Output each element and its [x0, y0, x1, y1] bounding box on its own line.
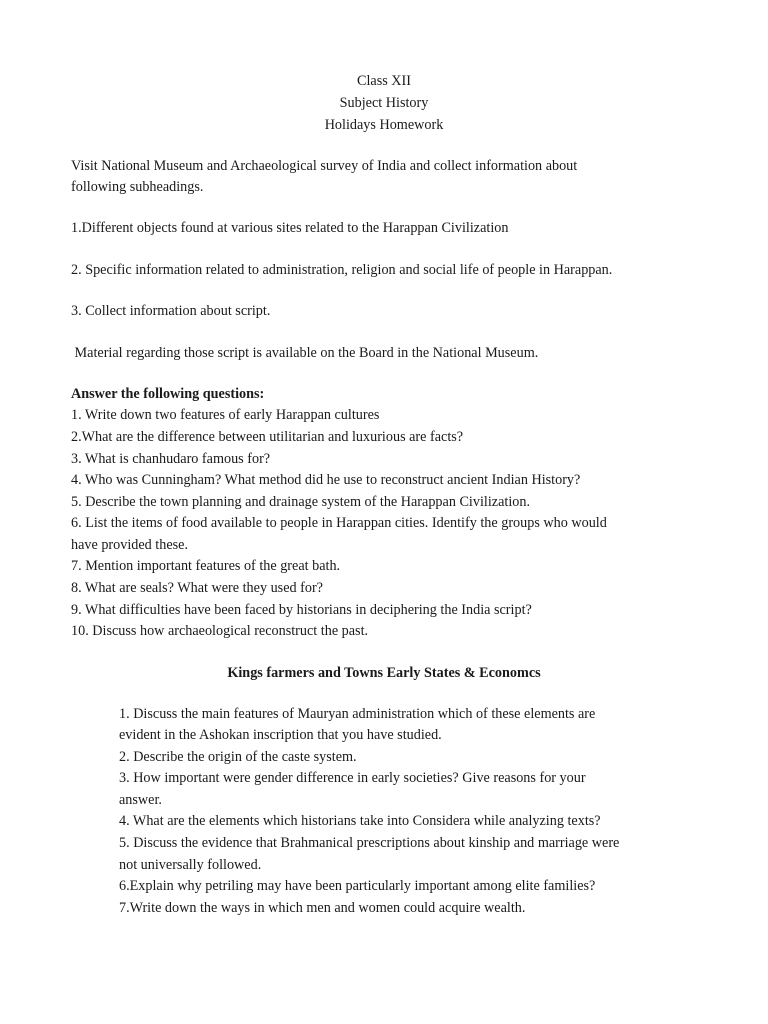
- question-line: answer.: [119, 792, 162, 808]
- class-heading: Class XII: [357, 73, 411, 89]
- subject-heading: Subject History: [339, 95, 429, 111]
- question-line: 4. Who was Cunningham? What method did he use to reconstruct ancient Indian History?: [71, 472, 581, 488]
- question-line: 6.Explain why petriling may have been particularly important among elite families?: [119, 878, 596, 894]
- task-item: 1.Different objects found at various sites related to the Harappan Civilization: [71, 220, 509, 236]
- question-line: 1. Discuss the main features of Mauryan administration which of these elements are: [119, 706, 596, 722]
- question-line: 10. Discuss how archaeological reconstruct the past.: [71, 623, 369, 639]
- question-line: 3. How important were gender difference in early societies? Give reasons for your: [119, 770, 586, 786]
- intro-line: Visit National Museum and Archaeological survey of India and collect information about: [71, 158, 578, 174]
- question-line: evident in the Ashokan inscription that you have studied.: [119, 727, 442, 743]
- section-heading-questions: Answer the following questions:: [71, 386, 265, 402]
- question-line: 2.What are the difference between utilitarian and luxurious are facts?: [71, 429, 464, 445]
- question-line: 5. Discuss the evidence that Brahmanical prescriptions about kinship and marriage were: [119, 835, 620, 851]
- task-item: 2. Specific information related to administration, religion and social life of people in Harappan.: [71, 262, 613, 278]
- section-heading-kings-farmers: Kings farmers and Towns Early States & Economcs: [227, 665, 541, 681]
- museum-note: Material regarding those script is available on the Board in the National Museum.: [71, 345, 539, 361]
- task-item: 3. Collect information about script.: [71, 303, 271, 319]
- intro-line: following subheadings.: [71, 179, 204, 195]
- question-line: 3. What is chanhudaro famous for?: [71, 451, 271, 467]
- question-line: 2. Describe the origin of the caste system.: [119, 749, 357, 765]
- question-line: 7.Write down the ways in which men and women could acquire wealth.: [119, 900, 526, 916]
- question-line: 7. Mention important features of the great bath.: [71, 558, 341, 574]
- document-title: Holidays Homework: [324, 117, 444, 133]
- question-line: 4. What are the elements which historians take into Considera while analyzing texts?: [119, 813, 601, 829]
- question-line: not universally followed.: [119, 857, 262, 873]
- question-line: have provided these.: [71, 537, 189, 553]
- question-line: 8. What are seals? What were they used for?: [71, 580, 323, 596]
- question-line: 1. Write down two features of early Harappan cultures: [71, 407, 380, 423]
- question-line: 6. List the items of food available to people in Harappan cities. Identify the groups who would: [71, 515, 607, 531]
- question-line: 9. What difficulties have been faced by historians in deciphering the India script?: [71, 602, 532, 618]
- question-line: 5. Describe the town planning and drainage system of the Harappan Civilization.: [71, 494, 530, 510]
